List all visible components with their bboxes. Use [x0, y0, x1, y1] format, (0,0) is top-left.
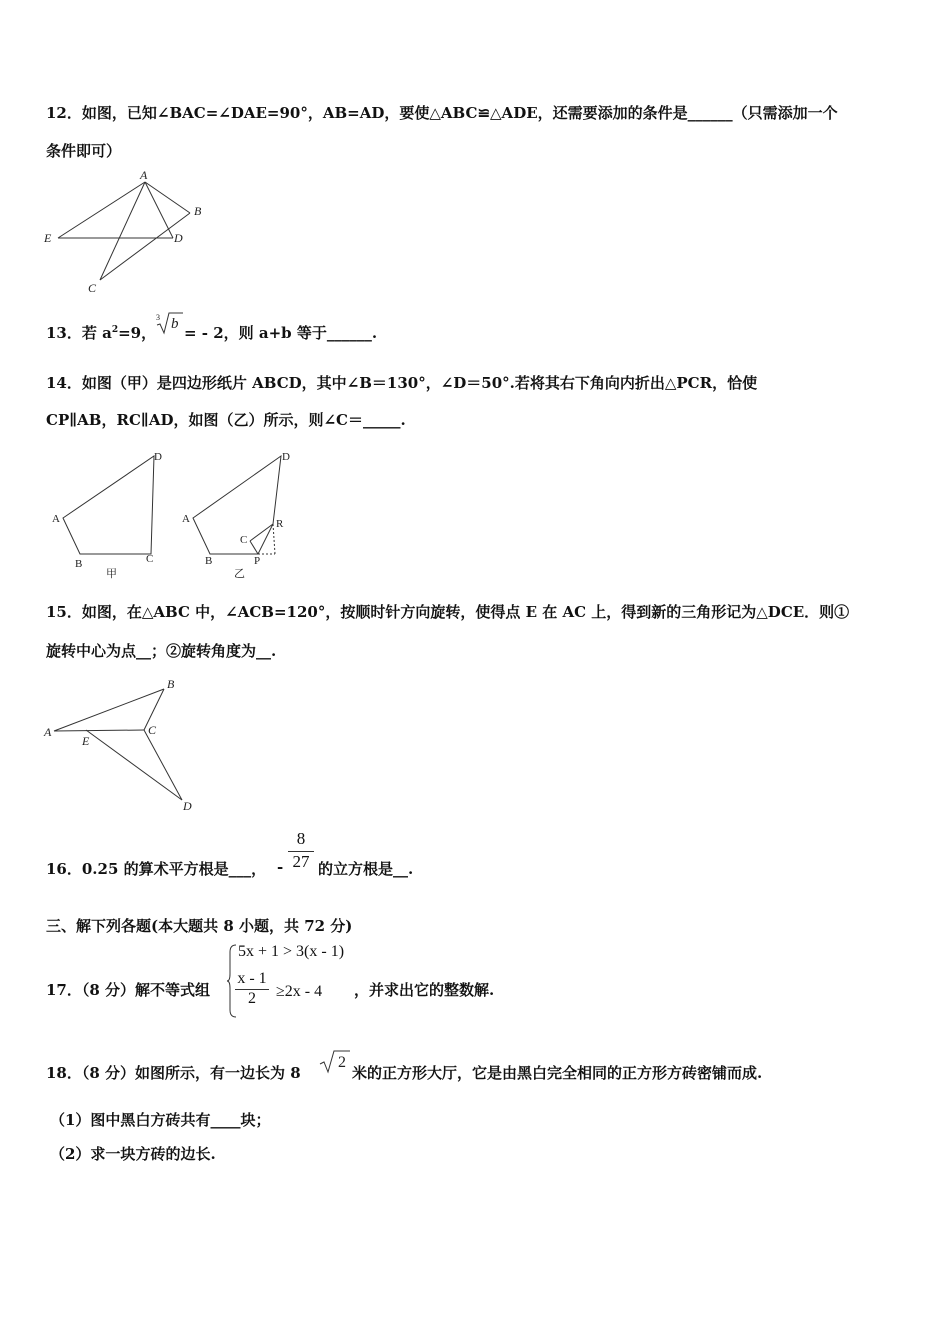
q15-label-a: A [44, 725, 52, 739]
q12-line1: 12．如图，已知∠BAC=∠DAE=90°，AB=AD，要使△ABC≌△ADE，还需要添加的条件是______（只需添加一个 [46, 104, 838, 122]
q13-mid: =9， [118, 324, 157, 342]
q13-root-index: 3 [156, 313, 160, 322]
q12-figure [40, 168, 220, 298]
q14-fig2-label-b: B [205, 555, 213, 567]
q14-fig1-caption: 甲 [106, 568, 117, 580]
q16-fraction [286, 829, 316, 872]
q14-fig1-label-b: B [75, 558, 83, 570]
q14-fig1-label-a: A [52, 513, 60, 525]
q17-ineq1: 5x + 1 > 3(x - 1) [238, 943, 345, 960]
q12-label-e: E [44, 231, 52, 245]
q12-label-d: D [174, 231, 183, 245]
q13-exponent: 2 [111, 325, 119, 335]
q16-minus: - [277, 858, 284, 876]
q14-fig2-label-c: C [240, 534, 248, 546]
q18-suffix: 米的正方形大厅，它是由黑白完全相同的正方形方砖密铺而成. [352, 1064, 763, 1082]
q16-text2: 的立方根是__. [318, 860, 414, 878]
q12-label-c: C [88, 281, 97, 295]
q17-numerator: x - 1 [237, 970, 267, 987]
q17-fraction [232, 970, 272, 1008]
q14-fig1-label-c: C [146, 553, 154, 565]
q15-line2: 旋转中心为点__；②旋转角度为__. [46, 642, 277, 660]
q12-label-b: B [194, 204, 202, 218]
q14-fig2-label-a: A [182, 513, 190, 525]
q17-denominator: 2 [248, 990, 256, 1007]
section3-title: 三、解下列各题(本大题共 8 小题，共 72 分) [46, 917, 353, 935]
q17-suffix: ，并求出它的整数解. [354, 981, 495, 999]
q14-fig2-label-r: R [276, 518, 284, 530]
q13-line [46, 322, 156, 343]
q14-line2: CP∥AB，RC∥AD，如图（乙）所示，则∠C＝_____. [46, 411, 406, 429]
q13-root-var: b [171, 316, 179, 332]
q15-label-c: C [148, 723, 157, 737]
q18-radicand: 2 [338, 1054, 346, 1071]
q17-rhs: ≥2x - 4 [276, 983, 323, 1000]
q18-sub2: （2）求一块方砖的边长. [50, 1145, 216, 1163]
q14-fig1-label-d: D [154, 451, 162, 463]
q13-after: = - 2，则 a+b 等于______. [184, 324, 378, 342]
q18-sqrt [318, 1048, 352, 1074]
q16-text1: 16．0.25 的算术平方根是___， [46, 860, 267, 878]
q16-denominator: 27 [292, 852, 310, 871]
q14-figure-yi [178, 446, 308, 581]
q16-numerator: 8 [296, 829, 306, 848]
q15-label-e: E [82, 734, 90, 748]
q12-label-a: A [140, 168, 148, 182]
q13-cube-root [155, 310, 185, 336]
q14-fig2-caption: 乙 [234, 568, 245, 580]
q14-fig2-label-p: P [254, 555, 261, 567]
q15-label-d: D [183, 799, 192, 813]
q18-prefix: 18．（8 分）如图所示，有一边长为 8 [46, 1064, 301, 1082]
q14-line1: 14．如图（甲）是四边形纸片 ABCD，其中∠B＝130°，∠D＝50°.若将其右下角向内折出△PCR，恰使 [46, 374, 758, 392]
q15-line1: 15．如图，在△ABC 中，∠ACB=120°，按顺时针方向旋转，使得点 E 在 AC 上，得到新的三角形记为△DCE．则① [46, 603, 850, 621]
q14-figure-jia [48, 446, 178, 581]
q17-prefix: 17．（8 分）解不等式组 [46, 981, 211, 999]
q14-fig2-label-d: D [282, 451, 290, 463]
q15-figure [40, 672, 210, 817]
q18-sub1: （1）图中黑白方砖共有____块； [50, 1111, 271, 1129]
q15-label-b: B [167, 677, 175, 691]
q13-prefix: 13．若 a [46, 324, 112, 342]
q12-line2: 条件即可） [46, 142, 122, 160]
